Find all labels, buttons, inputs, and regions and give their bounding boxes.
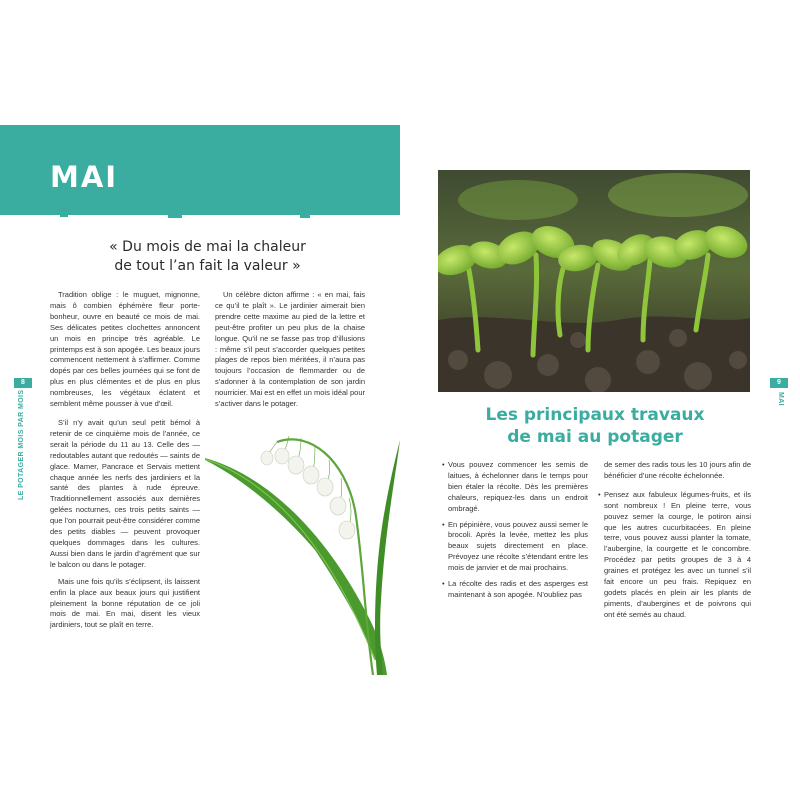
chapter-title: MAI bbox=[50, 160, 119, 194]
list-item: • En pépinière, vous pouvez aussi semer le brocoli. Après la levée, mettez les plus beaux sujets directement en place. Prévoyez une récolte s’étendant entre les mois de janvier et de mai prochains. bbox=[448, 520, 588, 575]
left-column-1-bottom bbox=[50, 418, 200, 631]
section-title bbox=[440, 404, 750, 448]
quote-line-2: de tout l’an fait la valeur » bbox=[114, 258, 301, 274]
body-paragraph: Un célèbre dicton affirme : « en mai, fais ce qu’il te plaît ». Le jardinier aimerait bien prendre cette maxime au pied de la lettre et peut-être profiter un peu plus de la chaise longue. Qu’il ne se fasse pas trop d’illusions : même s’il peut s’accorder quelques petites plages de repos bien méritées, il n’aura pas toujours l’occasion de flemmarder ou de s’adonner à la contemplation de son jardin nourricier. Mai est en effet un mois idéal pour s’activer dans le potager. bbox=[215, 290, 365, 409]
lily-of-the-valley-illustration bbox=[205, 420, 405, 675]
running-head-left: LE POTAGER MOIS PAR MOIS bbox=[18, 389, 25, 500]
right-column-1 bbox=[448, 460, 588, 606]
epigraph-quote bbox=[70, 238, 345, 276]
section-title-line-1: Les principaux travaux bbox=[485, 405, 705, 425]
body-paragraph: Mais une fois qu’ils s’éclipsent, ils laissent enfin la place aux beaux jours qui justifient pleinement la bonne réputation de ce joli mois de mai. En mai, disent les vieux jardiniers, tout se plaît en terre. bbox=[50, 576, 200, 630]
banner-brush-edge bbox=[0, 205, 400, 219]
page-number-left: 8 bbox=[14, 378, 32, 388]
running-head-right: MAI bbox=[777, 392, 784, 407]
list-item: • Pensez aux fabuleux légumes-fruits, et ils sont nombreux ! En pleine terre, vous pouvez semer la courge, le potiron ainsi que les autres cucurbitacées. En pleine terre, vous pouvez aussi planter la tomate, l’aubergine, la courgette et le concombre. Procédez par petits groupes de 3 à 4 graines et protégez les avec un tunnel s’il fait encore un peu frais. Repiquez en godets placés en plein air les plants de piments, d’aubergines et de poivrons qui ont été semés au chaud. bbox=[604, 490, 751, 621]
right-column-2 bbox=[604, 460, 751, 626]
list-item: • Vous pouvez commencer les semis de laitues, à échelonner dans le temps pour bien étaler la récolte. Dès les premières chaleurs, repiquez-les dans un endroit ombragé. bbox=[448, 460, 588, 515]
body-paragraph: Tradition oblige : le muguet, mignonne, mais ô combien éphémère fleur porte-bonheur, ouvre en beauté ce mois de mai. Ses délicates petites clochettes annoncent un mois en principe très agréable. Le printemps est à son apogée. Les beaux jours commencent nettement à s’affirmer. Comme dopés par ces belles journées qui se font de plus en plus clémentes et de plus en plus nombreuses, les végétaux éclatent et semblent même pousser à vue d’œil. bbox=[50, 290, 200, 409]
list-item-continued: de semer des radis tous les 10 jours afin de bénéficier d’une récolte échelonnée. bbox=[604, 460, 751, 480]
quote-line-1: « Du mois de mai la chaleur bbox=[109, 239, 306, 255]
list-item: • La récolte des radis et des asperges est maintenant à son apogée. N’oubliez pas bbox=[448, 579, 588, 601]
left-column-2 bbox=[215, 290, 365, 410]
left-column-1-top bbox=[50, 290, 200, 410]
body-paragraph: S’il n’y avait qu’un seul petit bémol à retenir de ce cinquième mois de l’année, ce serait la période du 11 au 13. Celle des — redoutables autant que redoutés — saints de glace. Mamer, Pancrace et Servais mettent chaque année les nerfs des jardiniers et la santé des plantes à rude épreuve. Traditionnellement associés aux dernières gelées nocturnes, ces trois petits saints — que l’on pourrait peut-être considérer comme des petits diables — peuvent provoquer quelques dommages dans les cultures. Aussi bien dans le jardin d’agrément que sur le balcon ou dans le potager. bbox=[50, 418, 200, 569]
section-title-line-2: de mai au potager bbox=[507, 427, 683, 447]
seedlings-photo bbox=[438, 170, 750, 392]
page-number-right: 9 bbox=[770, 378, 788, 388]
